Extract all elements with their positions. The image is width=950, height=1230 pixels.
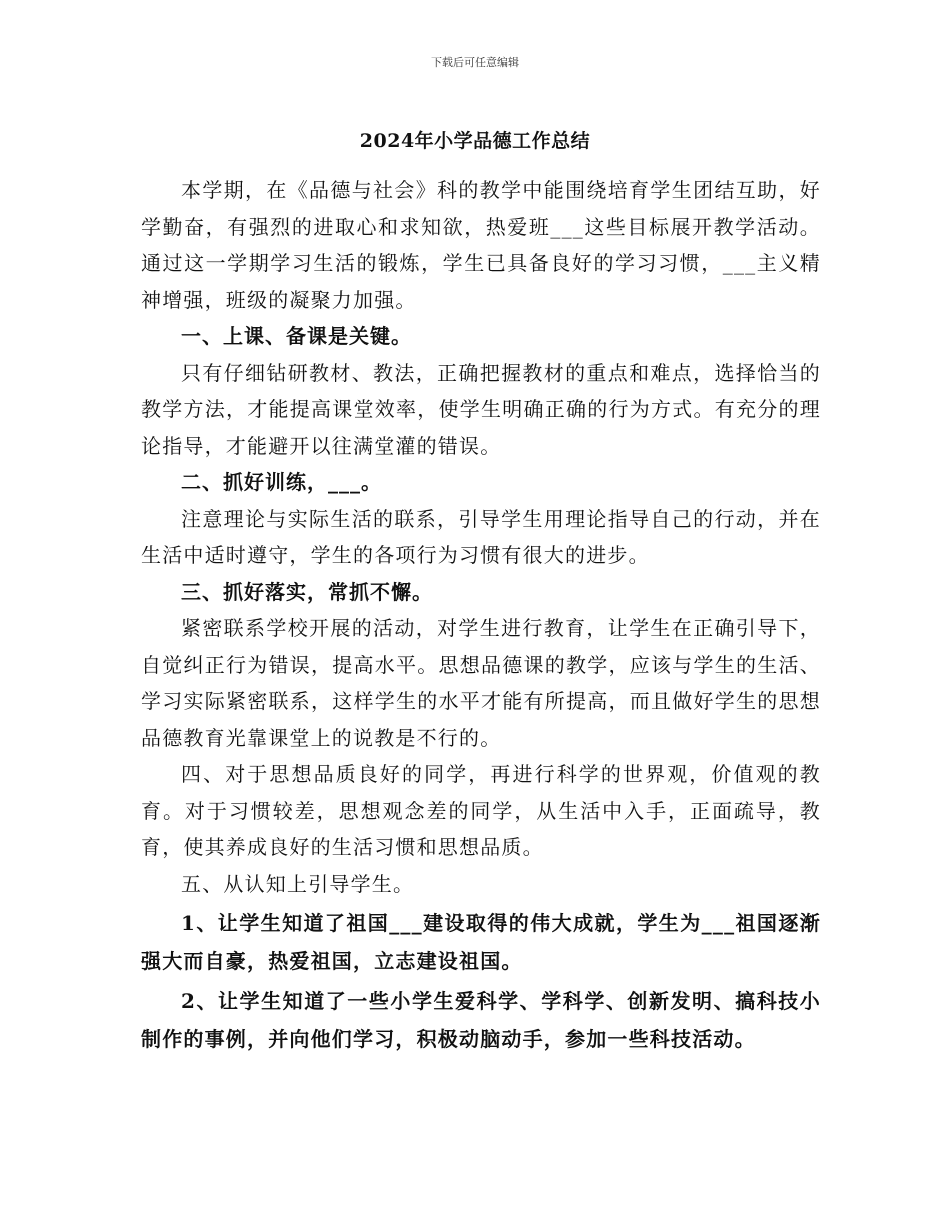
section-heading-3: 三、抓好落实，常抓不懈。	[181, 579, 433, 604]
header-note: 下载后可任意编辑	[431, 56, 519, 69]
section-paragraph-2: 注意理论与实际生活的联系，引导学生用理论指导自己的行动，并在生活中适时遵守，学生的各项行为习惯有很大的进步。	[141, 506, 821, 567]
intro-paragraph: 本学期，在《品德与社会》科的教学中能围绕培育学生团结互助，好学勤奋，有强烈的进取心和求知欲，热爱班___这些目标展开教学活动。通过这一学期学习生活的锻炼，学生已具备良好的学习习惯，___主义精神增强，班级的凝聚力加强。	[141, 178, 821, 312]
list-item-1: 1、让学生知道了祖国___建设取得的伟大成就，学生为___祖国逐渐强大而自豪，热爱祖国，立志建设祖国。	[141, 911, 821, 973]
section-paragraph-3: 紧密联系学校开展的活动，对学生进行教育，让学生在正确引导下，自觉纠正行为错误，提高水平。思想品德课的教学，应该与学生的生活、学习实际紧密联系，这样学生的水平才能有所提高，而且做好学生的思想品德教育光靠课堂上的说教是不行的。	[141, 616, 821, 750]
section-heading-5: 五、从认知上引导学生。	[181, 871, 415, 896]
section-paragraph-1: 只有仔细钻研教材、教法，正确把握教材的重点和难点，选择恰当的教学方法，才能提高课堂效率，使学生明确正确的行为方式。有充分的理论指导，才能避开以往满堂灌的错误。	[141, 360, 821, 458]
section-heading-2: 二、抓好训练，___。	[181, 470, 382, 494]
document-body	[141, 172, 821, 1058]
section-heading-1: 一、上课、备课是关键。	[181, 324, 412, 348]
section-paragraph-4: 四、对于思想品质良好的同学，再进行科学的世界观，价值观的教育。对于习惯较差，思想观念差的同学，从生活中入手，正面疏导，教育，使其养成良好的生活习惯和思想品质。	[141, 762, 821, 859]
list-item-2: 2、让学生知道了一些小学生爱科学、学科学、创新发明、搞科技小制作的事例，并向他们学习，积极动脑动手，参加一些科技活动。	[141, 989, 821, 1051]
document-title: 2024年小学品德工作总结	[359, 130, 591, 152]
